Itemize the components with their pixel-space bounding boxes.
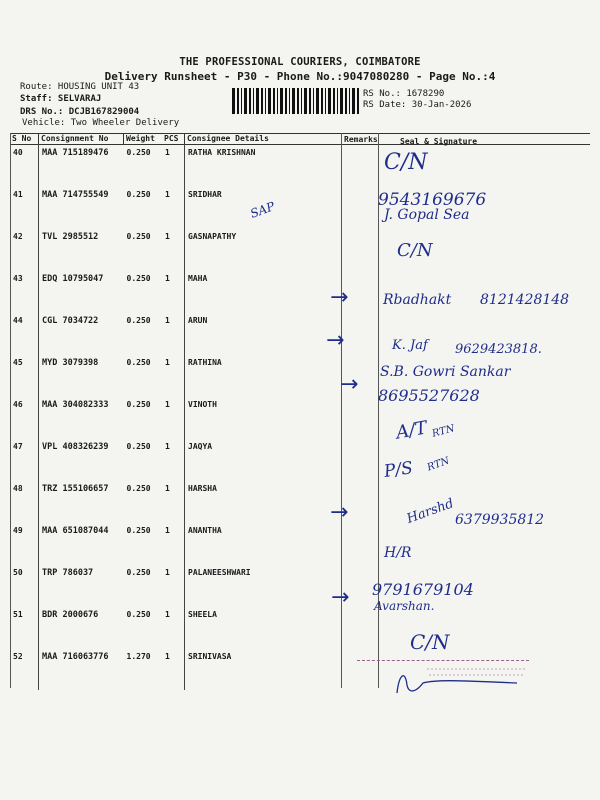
row-pcs: 1: [165, 526, 170, 535]
arrow-icon: →: [326, 328, 345, 353]
row-weight: 0.250: [126, 190, 151, 199]
hw-r46: A/T: [394, 417, 429, 444]
row-consignment: MAA 714755549: [39, 186, 124, 228]
arrow-icon: →: [330, 500, 349, 525]
hw-r45-phone: 8695527628: [378, 386, 480, 405]
row-pcs: 1: [165, 568, 170, 577]
row-consignee: MAHA: [185, 270, 381, 312]
row-pcs: 1: [165, 316, 170, 325]
drs-number: DRS No.: DCJB167829004: [20, 107, 140, 117]
row-consignee: SHEELA: [185, 606, 381, 648]
row-weight: 0.250: [126, 400, 151, 409]
row-sno: 46: [13, 400, 23, 409]
col-consignee: Consignee Details: [185, 133, 381, 144]
arrow-icon: →: [331, 585, 350, 610]
delivery-table: [10, 133, 380, 690]
rs-number: RS No.: 1678290: [363, 89, 445, 99]
table-row: [10, 354, 380, 396]
table-row: [10, 606, 380, 648]
col-consignment: Consignment No: [39, 133, 124, 144]
barcode: [232, 88, 362, 114]
rs-date: RS Date: 30-Jan-2026: [363, 100, 472, 110]
route: Route: HOUSING UNIT 43: [20, 82, 140, 92]
col-pcs: PCS: [164, 134, 179, 143]
row-sno: 52: [13, 652, 23, 661]
hw-r41-name: J. Gopal Sea: [384, 207, 470, 223]
table-row: [10, 438, 380, 480]
row-sno: 51: [13, 610, 23, 619]
col-weight: Weight: [126, 134, 155, 143]
table-row: [10, 648, 380, 690]
row-weight: 0.250: [126, 316, 151, 325]
staff: Staff: SELVARAJ: [20, 94, 102, 104]
row-pcs: 1: [165, 148, 170, 157]
row-consignee: RATHINA: [185, 354, 381, 396]
row-pcs: 1: [165, 610, 170, 619]
row-consignee: JAQYA: [185, 438, 381, 480]
row-sno: 44: [13, 316, 23, 325]
row-pcs: 1: [165, 358, 170, 367]
arrow-icon: →: [340, 372, 359, 397]
row-weight: 0.250: [126, 610, 151, 619]
hw-r41-phone: 9543169676: [378, 190, 487, 210]
seal-header: Seal & Signature: [400, 137, 478, 146]
row-weight: 0.250: [126, 274, 151, 283]
row-consignee: HARSHA: [185, 480, 381, 522]
remarks-header: Remarks: [344, 135, 378, 144]
row-sno: 45: [13, 358, 23, 367]
row-weight: 1.270: [126, 652, 151, 661]
hw-r42: C/N: [397, 240, 433, 261]
row-consignment: MAA 715189476: [39, 144, 124, 186]
row-consignee: ARUN: [185, 312, 381, 354]
hw-r47: P/S: [382, 458, 415, 482]
row-pcs: 1: [165, 442, 170, 451]
row-sno: 42: [13, 232, 23, 241]
col-sno: S No: [12, 134, 32, 143]
row-consignment: MAA 304082333: [39, 396, 124, 438]
hw-r49: H/R: [384, 545, 412, 561]
row-weight: 0.250: [126, 526, 151, 535]
row-pcs: 1: [165, 190, 170, 199]
row-sno: 47: [13, 442, 23, 451]
row-sno: 50: [13, 568, 23, 577]
table-row: [10, 564, 380, 606]
row-consignment: MAA 651087044: [39, 522, 124, 564]
row-consignee: VINOTH: [185, 396, 381, 438]
row-consignment: EDQ 10795047: [39, 270, 124, 312]
row-pcs: 1: [165, 652, 170, 661]
row-pcs: 1: [165, 232, 170, 241]
hw-r48-sign: Harshd: [404, 496, 456, 527]
hw-r51: C/N: [410, 630, 450, 654]
hw-r50-name: Avarshan.: [374, 599, 435, 613]
row-consignment: TVL 2985512: [39, 228, 124, 270]
row-pcs: 1: [165, 484, 170, 493]
row-consignee: SRIDHAR: [185, 186, 381, 228]
row-sno: 41: [13, 190, 23, 199]
row-pcs: 1: [165, 274, 170, 283]
row-consignment: MYD 3079398: [39, 354, 124, 396]
hw-r45-name: S.B. Gowri Sankar: [380, 364, 511, 380]
signature-scribble: [357, 661, 529, 701]
hw-r44-phone: 9629423818.: [455, 342, 542, 357]
row-sno: 48: [13, 484, 23, 493]
row-pcs: 1: [165, 400, 170, 409]
row-weight: 0.250: [126, 442, 151, 451]
hw-r43-phone: 8121428148: [480, 292, 570, 308]
table-header-row: [10, 133, 380, 144]
row-weight: 0.250: [126, 148, 151, 157]
row-sno: 49: [13, 526, 23, 535]
row-consignment: BDR 2000676: [39, 606, 124, 648]
company-name: THE PROFESSIONAL COURIERS, COIMBATORE: [179, 56, 421, 68]
hw-r44-sign: K. Jaf: [392, 338, 428, 353]
table-row: [10, 312, 380, 354]
table-row: [10, 144, 380, 186]
row-consignee: ANANTHA: [185, 522, 381, 564]
table-row: [10, 270, 380, 312]
vehicle: Vehicle: Two Wheeler Delivery: [22, 118, 180, 128]
hw-r41-mark: SAP: [248, 199, 277, 221]
row-sno: 43: [13, 274, 23, 283]
row-weight: 0.250: [126, 232, 151, 241]
row-consignment: TRP 786037: [39, 564, 124, 606]
hw-r48-phone: 6379935812: [455, 512, 545, 528]
table-row: [10, 522, 380, 564]
row-consignee: GASNAPATHY: [185, 228, 381, 270]
row-consignment: VPL 408326239: [39, 438, 124, 480]
row-sno: 40: [13, 148, 23, 157]
row-weight: 0.250: [126, 358, 151, 367]
row-consignment: TRZ 155106657: [39, 480, 124, 522]
hw-r50-phone: 9791679104: [372, 580, 474, 599]
hw-r43-sign: Rbadhakt: [383, 292, 452, 308]
table-row: [10, 228, 380, 270]
row-consignment: CGL 7034722: [39, 312, 124, 354]
row-consignee: PALANEESHWARI: [185, 564, 381, 606]
row-consignee: RATHA KRISHNAN: [185, 144, 381, 186]
runsheet-title: Delivery Runsheet - P30 - Phone No.:9047080280 - Page No.:4: [104, 70, 496, 83]
arrow-icon: →: [330, 285, 349, 310]
row-weight: 0.250: [126, 484, 151, 493]
stamp-mark: [357, 660, 529, 701]
hw-r47-b: RTN: [425, 455, 451, 474]
hw-r40: C/N: [384, 150, 428, 175]
table-row: [10, 396, 380, 438]
hw-r46-b: RTN: [430, 423, 456, 440]
table-row: [10, 186, 380, 228]
table-row: [10, 480, 380, 522]
row-consignee: SRINIVASA: [185, 648, 381, 690]
row-consignment: MAA 716063776: [39, 648, 124, 690]
row-weight: 0.250: [126, 568, 151, 577]
